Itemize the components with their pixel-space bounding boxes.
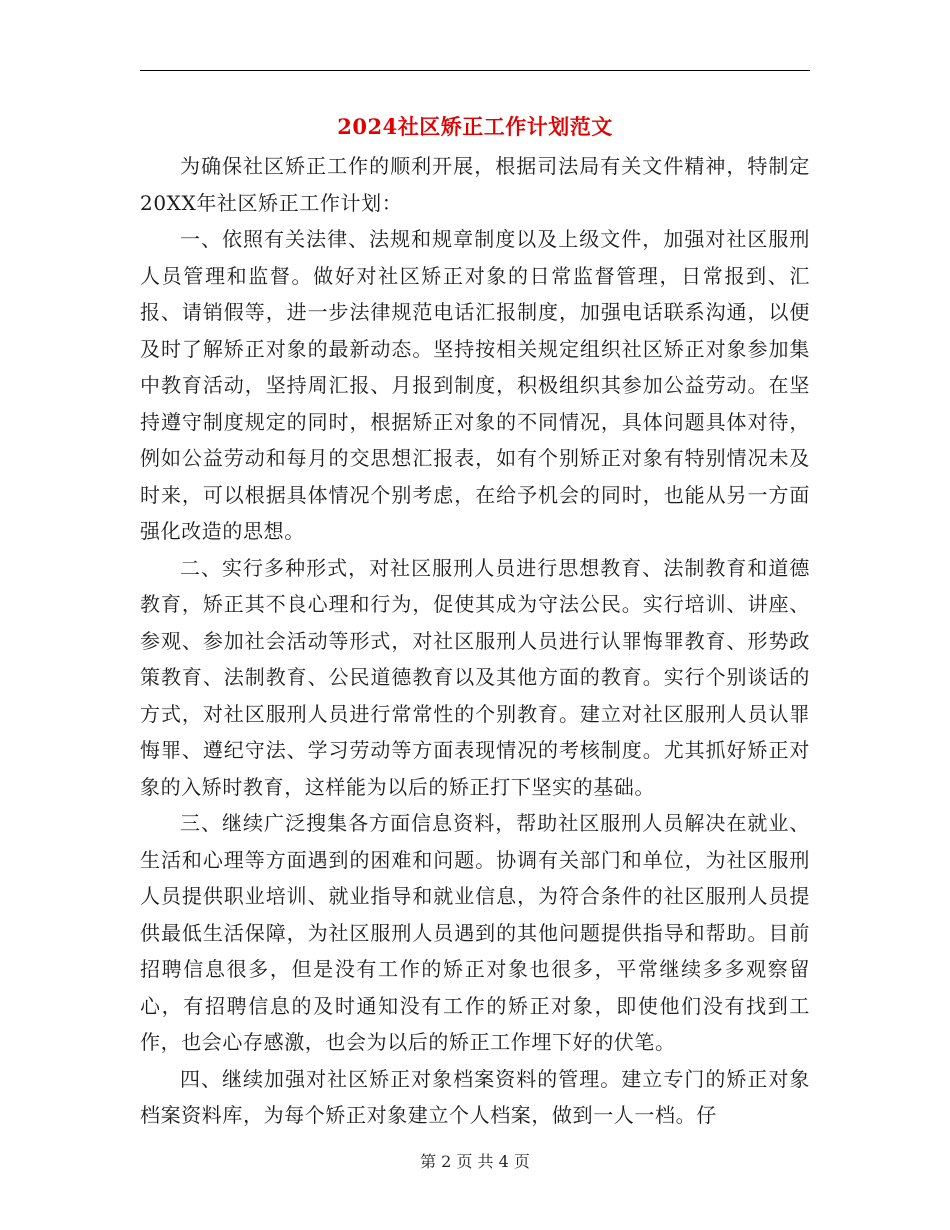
page-number-footer: 第 2 页 共 4 页 (420, 1152, 530, 1171)
paragraph-intro: 为确保社区矫正工作的顺利开展，根据司法局有关文件精神，特制定20XX年社区矫正工作计划： (140, 154, 810, 215)
document-body (140, 148, 810, 1134)
paragraph-section-2: 二、实行多种形式，对社区服刑人员进行思想教育、法制教育和道德教育，矫正其不良心理和行为，促使其成为守法公民。实行培训、讲座、参观、参加社会活动等形式，对社区服刑人员进行认罪悔罪教育、形势政策教育、法制教育、公民道德教育以及其他方面的教育。实行个别谈话的方式，对社区服刑人员进行常常性的个别教育。建立对社区服刑人员认罪悔罪、遵纪守法、学习劳动等方面表现情况的考核制度。尤其抓好矫正对象的入矫时教育，这样能为以后的矫正打下坚实的基础。 (140, 555, 810, 799)
paragraph-section-4: 四、继续加强对社区矫正对象档案资料的管理。建立专门的矫正对象档案资料库，为每个矫正对象建立个人档案，做到一人一档。仔 (140, 1066, 810, 1127)
paragraph-section-3: 三、继续广泛搜集各方面信息资料，帮助社区服刑人员解决在就业、生活和心理等方面遇到的困难和问题。协调有关部门和单位，为社区服刑人员提供职业培训、就业指导和就业信息，为符合条件的社区服刑人员提供最低生活保障，为社区服刑人员遇到的其他问题提供指导和帮助。目前招聘信息很多，但是没有工作的矫正对象也很多，平常继续多多观察留心，有招聘信息的及时通知没有工作的矫正对象，即使他们没有找到工作，也会心存感激，也会为以后的矫正工作埋下好的伏笔。 (140, 811, 810, 1054)
header-rule (140, 70, 810, 71)
document-title: 2024社区矫正工作计划范文 (337, 114, 613, 139)
paragraph-section-1: 一、依照有关法律、法规和规章制度以及上级文件，加强对社区服刑人员管理和监督。做好对社区矫正对象的日常监督管理，日常报到、汇报、请销假等，进一步法律规范电话汇报制度，加强电话联系沟通，以便及时了解矫正对象的最新动态。坚持按相关规定组织社区矫正对象参加集中教育活动，坚持周汇报、月报到制度，积极组织其参加公益劳动。在坚持遵守制度规定的同时，根据矫正对象的不同情况，具体问题具体对待，例如公益劳动和每月的交思想汇报表，如有个别矫正对象有特别情况未及时来，可以根据具体情况个别考虑，在给予机会的同时，也能从另一方面强化改造的思想。 (140, 227, 810, 543)
